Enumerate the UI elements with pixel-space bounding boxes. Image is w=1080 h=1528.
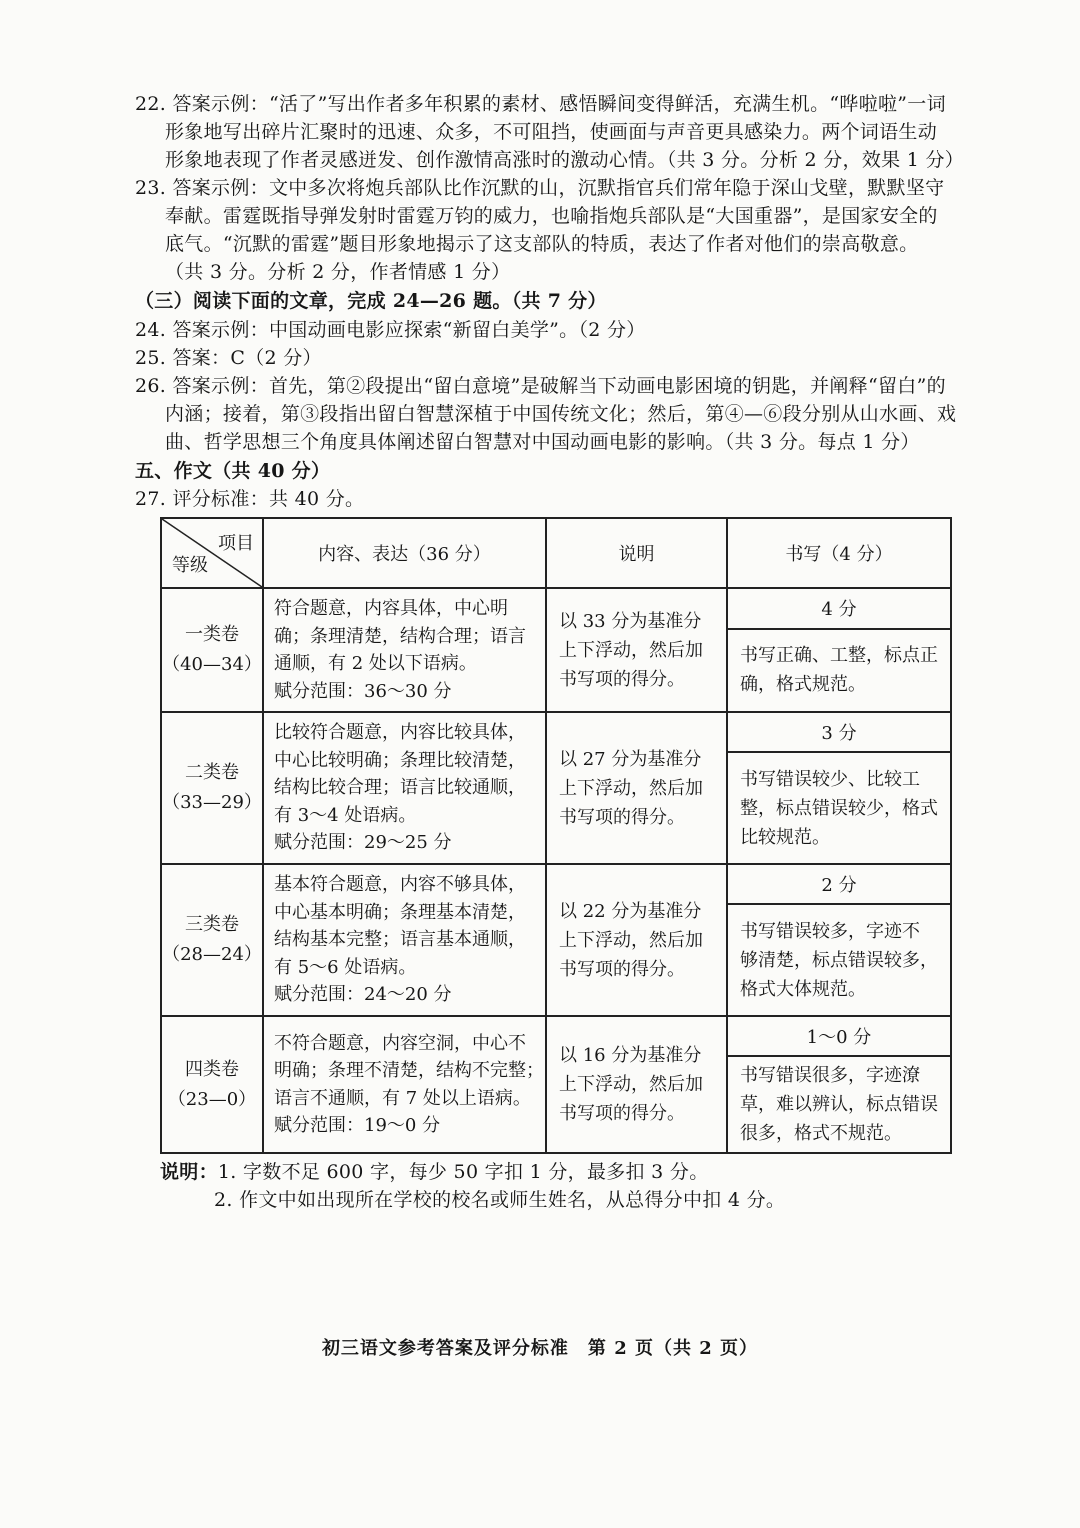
content-line: 赋分范围：36～30 分	[274, 680, 452, 702]
grade-cell	[161, 712, 263, 864]
grade-range: （33—29）	[162, 792, 262, 813]
answer-22-line-3: 形象地表现了作者灵感迸发、创作激情高涨时的激动心情。（共 3 分。分析 2 分，效果 1 分）	[165, 149, 965, 171]
note-line: 上下浮动，然后加	[559, 777, 703, 799]
scoring-table	[160, 517, 952, 1154]
note-cell	[546, 712, 727, 864]
content-cell	[263, 864, 546, 1016]
writing-score: 2 分	[727, 864, 951, 904]
content-line: 基本符合题意，内容不够具体，	[274, 874, 526, 896]
note-line: 上下浮动，然后加	[559, 1074, 703, 1095]
content-line: 确；条理清楚，结构合理；语言	[274, 625, 526, 647]
page-footer: 初三语文参考答案及评分标准 第 2 页（共 2 页）	[321, 1338, 759, 1359]
content-line: 有 3～4 处语病。	[274, 804, 417, 826]
note-line: 书写项的得分。	[559, 668, 685, 690]
grade-name: 二类卷	[185, 762, 239, 783]
grade-name: 三类卷	[185, 914, 239, 935]
content-line: 结构比较合理；语言比较通顺，	[274, 777, 526, 799]
table-header-row	[161, 518, 951, 588]
grade-cell	[161, 864, 263, 1016]
content-line: 中心基本明确；条理基本清楚，	[274, 901, 526, 923]
note-line: 以 16 分为基准分	[559, 1045, 702, 1066]
writing-desc-line: 格式大体规范。	[740, 978, 866, 1000]
writing-desc-line: 书写错误较多，字迹不	[740, 920, 920, 942]
section-5-heading: 五、作文（共 40 分）	[135, 460, 331, 482]
content-line: 通顺，有 2 处以下语病。	[274, 653, 477, 674]
answer-24: 24. 答案示例：中国动画电影应探索“新留白美学”。（2 分）	[135, 319, 646, 341]
writing-desc-line: 书写正确、工整，标点正	[740, 645, 938, 667]
content-line: 符合题意，内容具体，中心明	[274, 598, 508, 619]
note-cell	[546, 1016, 727, 1153]
answer-26-line-2: 内涵；接着，第③段指出留白智慧深植于中国传统文化；然后，第④—⑥段分别从山水画、戏	[165, 403, 957, 425]
answer-23-line-4: （共 3 分。分析 2 分，作者情感 1 分）	[165, 261, 511, 283]
content-line: 结构基本完整；语言基本通顺，	[274, 929, 526, 951]
header-content: 内容、表达（36 分）	[263, 518, 546, 588]
content-cell	[263, 1016, 546, 1153]
answer-23-line-1: 23. 答案示例：文中多次将炮兵部队比作沉默的山，沉默指官兵们常年隐于深山戈壁，默默坚守	[135, 177, 945, 199]
header-writing: 书写（4 分）	[727, 518, 951, 588]
writing-desc-line: 整，标点错误较少，格式	[740, 797, 938, 819]
note-line: 以 27 分为基准分	[559, 748, 702, 770]
table-row	[161, 1016, 951, 1056]
note-label: 说明：	[160, 1161, 218, 1183]
grade-name: 四类卷	[185, 1058, 239, 1080]
writing-desc-cell	[727, 752, 951, 864]
writing-desc-line: 很多，格式不规范。	[740, 1123, 902, 1144]
grade-cell	[161, 1016, 263, 1153]
grade-range: （40—34）	[162, 654, 262, 675]
answer-27-intro: 27. 评分标准：共 40 分。	[135, 488, 365, 510]
content-line: 赋分范围：29～25 分	[274, 832, 452, 854]
writing-desc-cell	[727, 629, 951, 712]
content-line: 明确；条理不清楚，结构不完整；	[274, 1060, 544, 1081]
answer-22-line-1: 22. 答案示例：“活了”写出作者多年积累的素材、感悟瞬间变得鲜活，充满生机。“哗啦啦”一词	[135, 93, 946, 115]
answer-26-line-1: 26. 答案示例：首先，第②段提出“留白意境”是破解当下动画电影困境的钥匙，并阐释“留白”的	[135, 375, 946, 397]
answer-26-line-3: 曲、哲学思想三个角度具体阐述留白智慧对中国动画电影的影响。（共 3 分。每点 1 分）	[165, 431, 920, 453]
writing-desc-line: 比较规范。	[740, 826, 830, 848]
writing-desc-line: 草，难以辨认，标点错误	[740, 1094, 938, 1115]
table-row	[161, 588, 951, 629]
content-line: 语言不通顺，有 7 处以上语病。	[274, 1087, 531, 1109]
note-1: 说明：1. 字数不足 600 字，每少 50 字扣 1 分，最多扣 3 分。	[160, 1161, 709, 1183]
corner-cell	[161, 518, 263, 588]
writing-score: 4 分	[727, 588, 951, 629]
content-cell	[263, 712, 546, 864]
content-line: 赋分范围：24～20 分	[274, 984, 452, 1006]
writing-desc-line: 确，格式规范。	[740, 674, 866, 696]
writing-desc-line: 书写错误较少、比较工	[740, 768, 920, 790]
table-row	[161, 712, 951, 752]
grade-name: 一类卷	[185, 624, 239, 645]
table-row	[161, 864, 951, 904]
note-line: 上下浮动，然后加	[559, 929, 703, 951]
content-line: 比较符合题意，内容比较具体，	[274, 722, 526, 744]
writing-desc-cell	[727, 904, 951, 1016]
note-cell	[546, 588, 727, 712]
answer-23-line-2: 奉献。雷霆既指导弹发射时雷霆万钧的威力，也喻指炮兵部队是“大国重器”，是国家安全的	[165, 205, 938, 227]
note-line: 以 33 分为基准分	[559, 610, 702, 632]
note-line: 书写项的得分。	[559, 1103, 685, 1124]
answer-23-line-3: 底气。“沉默的雷霆”题目形象地揭示了这支部队的特质，表达了作者对他们的崇高敬意。	[165, 233, 919, 255]
writing-desc-cell	[727, 1056, 951, 1153]
content-line: 有 5～6 处语病。	[274, 956, 417, 978]
content-line: 不符合题意，内容空洞，中心不	[274, 1032, 526, 1054]
grade-cell	[161, 588, 263, 712]
note-line: 以 22 分为基准分	[559, 900, 702, 922]
answer-25: 25. 答案：C（2 分）	[135, 347, 322, 369]
grade-range: （23—0）	[167, 1088, 257, 1110]
content-cell	[263, 588, 546, 712]
writing-desc-line: 书写错误很多，字迹潦	[740, 1065, 920, 1086]
writing-score: 3 分	[727, 712, 951, 752]
note-2: 2. 作文中如出现所在学校的校名或师生姓名，从总得分中扣 4 分。	[214, 1189, 786, 1211]
content-line: 赋分范围：19～0 分	[274, 1115, 441, 1136]
note-line: 书写项的得分。	[559, 806, 685, 828]
note-cell	[546, 864, 727, 1016]
section-3-heading: （三）阅读下面的文章，完成 24—26 题。（共 7 分）	[135, 290, 607, 312]
writing-score: 1～0 分	[727, 1016, 951, 1056]
grade-range: （28—24）	[162, 944, 262, 965]
corner-item-label: 项目	[218, 533, 254, 554]
note-line: 上下浮动，然后加	[559, 639, 703, 661]
writing-desc-line: 够清楚，标点错误较多，	[740, 949, 938, 971]
corner-grade-label: 等级	[172, 555, 208, 576]
answer-22-line-2: 形象地写出碎片汇聚时的迅速、众多，不可阻挡，使画面与声音更具感染力。两个词语生动	[165, 121, 938, 143]
note-line: 书写项的得分。	[559, 958, 685, 980]
content-line: 中心比较明确；条理比较清楚，	[274, 749, 526, 771]
header-note: 说明	[546, 518, 727, 588]
